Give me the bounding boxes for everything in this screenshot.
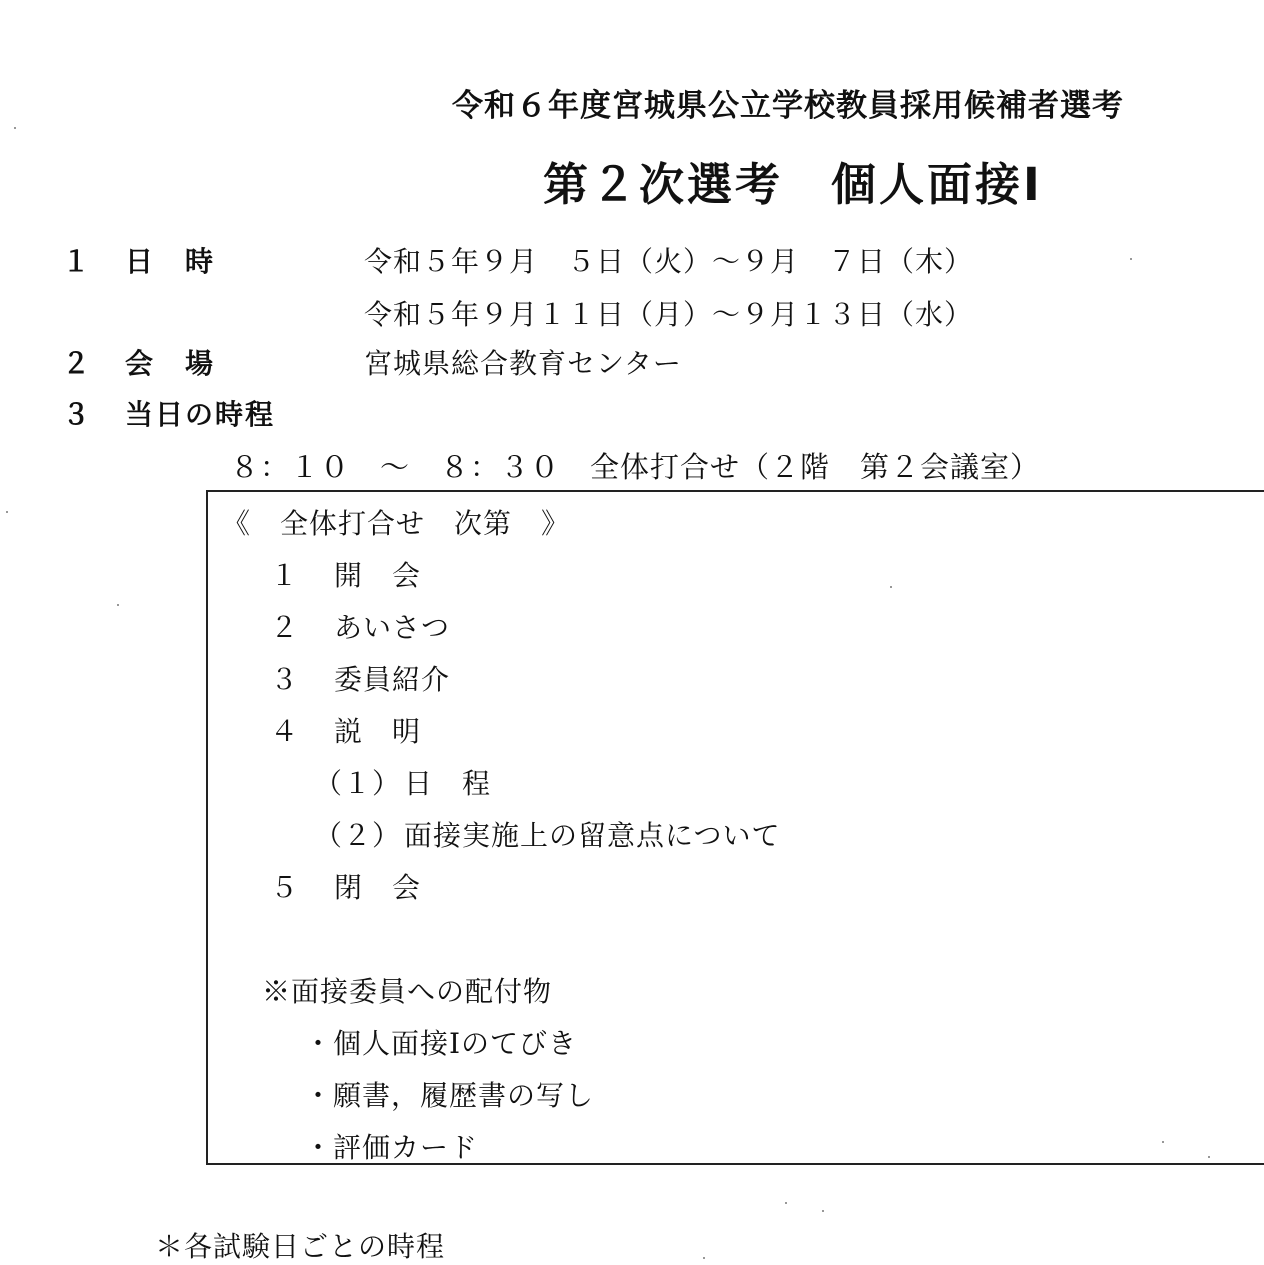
meeting-description: 全体打合せ（２階 第２会議室） [590,450,1041,484]
schedule-note: ＊各試験日ごとの時程 [155,1230,446,1263]
agenda-item-4-text: 説 明 [334,715,422,748]
agenda-item-1-number: １ [270,559,300,592]
scan-speck [1208,1156,1210,1158]
agenda-item-3-text: 委員紹介 [334,663,451,696]
distribution-item: ・評価カード [304,1131,479,1164]
agenda-subitem-2-text: 面接実施上の留意点について [404,819,781,852]
meeting-time: ８：１０ ～ ８：３０ [230,450,561,484]
scan-speck [703,1257,705,1259]
scan-speck [6,511,8,513]
meeting-line [230,445,1040,486]
section-3-label: 当日の時程 [125,398,276,431]
section-1-value-1: 令和５年９月 ５日（火）～９月 ７日（木） [364,245,974,278]
scan-speck [785,1202,787,1204]
section-2-value: 宮城県総合教育センター [364,347,682,380]
agenda-item-2-number: ２ [270,611,300,644]
distribution-item: ・願書，履歴書の写し [304,1079,595,1112]
agenda-item-3-number: ３ [270,663,300,696]
exam-title: 令和６年度宮城県公立学校教員採用候補者選考 [452,88,1124,124]
section-3-number: ３ [62,398,91,431]
agenda-subitem-2-number: （２） [314,819,402,852]
section-1-number: １ [62,245,91,278]
stage-title: 第２次選考 個人面接Ⅰ [543,158,1043,211]
agenda-box [206,490,1264,1165]
agenda-closing-text: 閉 会 [334,871,422,904]
scan-speck [822,1210,824,1212]
scan-speck [14,127,16,129]
distribution-item: ・個人面接Ⅰのてびき [304,1027,578,1060]
section-2-label: 会 場 [125,347,216,380]
distribution-title: ※面接委員への配付物 [262,975,553,1008]
section-2-number: ２ [62,347,91,380]
scan-speck [117,604,119,606]
agenda-item-1-text: 開 会 [334,559,422,592]
section-1-value-2: 令和５年９月１１日（月）～９月１３日（水） [364,298,974,331]
scan-speck [890,586,892,588]
agenda-closing-number: ５ [270,871,300,904]
agenda-subitem-1-number: （１） [314,767,402,800]
agenda-item-4-number: ４ [270,715,300,748]
scan-speck [1162,1141,1164,1143]
agenda-title: 《 全体打合せ 次第 》 [222,507,571,540]
scan-speck [1130,258,1132,260]
agenda-subitem-1-text: 日 程 [404,767,492,800]
section-1-label: 日 時 [125,245,216,278]
agenda-item-2-text: あいさつ [334,611,451,644]
